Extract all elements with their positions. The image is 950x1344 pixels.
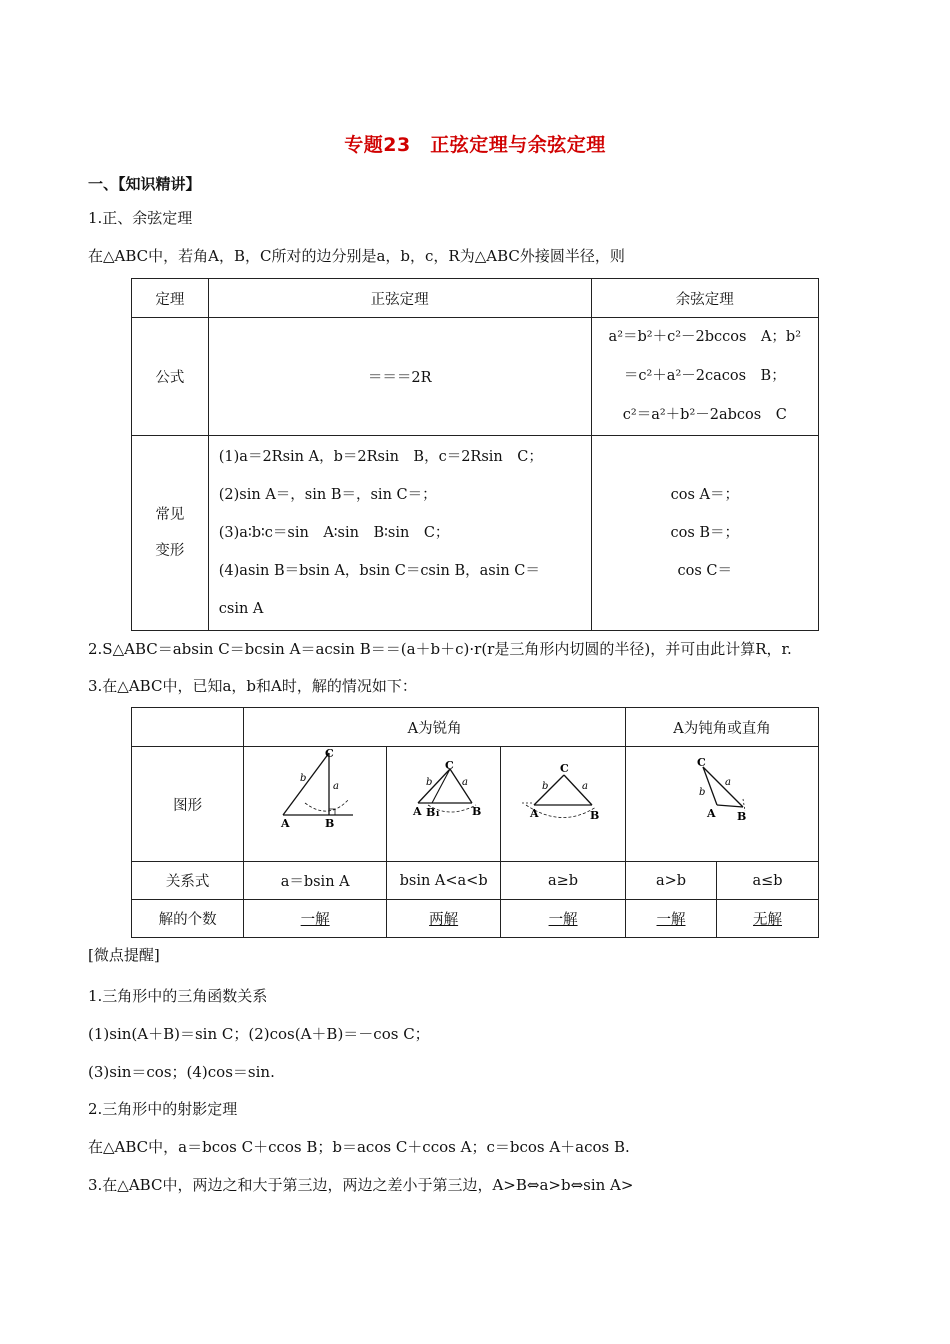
label-b: b — [542, 781, 549, 792]
header-theorem: 定理 — [132, 279, 209, 318]
label-a: a — [582, 781, 589, 792]
label-A: A — [530, 807, 539, 820]
label-A: A — [707, 807, 716, 820]
label-a: a — [333, 781, 340, 792]
row-figure-label: 图形 — [132, 747, 244, 862]
row-variants-label — [132, 436, 209, 631]
tip-2-heading: 2.三角形中的射影定理 — [88, 1100, 238, 1118]
relation-cell: a≤b — [717, 862, 819, 900]
label-C: C — [560, 762, 569, 775]
count-cell: 一解 — [244, 900, 387, 938]
label-b: b — [425, 777, 433, 788]
cosine-formulas — [591, 318, 818, 436]
triangle-figure-3 — [502, 747, 624, 857]
relation-cell: bsin A<a<b — [387, 862, 501, 900]
sine-variant-line: csin A — [218, 601, 264, 617]
label-B: B — [590, 809, 600, 822]
count-cell: 两解 — [387, 900, 501, 938]
figure-one-solution-right — [244, 747, 387, 862]
item-1-heading: 1.正、余弦定理 — [88, 209, 193, 227]
sine-variant-line: (4)asin B＝bsin A，bsin C＝csin B，asin C＝ — [218, 563, 540, 579]
label-C: C — [325, 747, 334, 760]
item-3-text: 3.在△ABC中，已知a，b和A时，解的情况如下： — [88, 677, 417, 695]
page-title: 专题23 正弦定理与余弦定理 — [344, 134, 606, 156]
header-obtuse: A为钝角或直角 — [626, 708, 819, 747]
tip-1-line-2: (3)sin＝cos；(4)cos＝sin. — [88, 1063, 275, 1081]
count-cell: 一解 — [626, 900, 717, 938]
tip-2-line: 在△ABC中，a＝bcos C＋ccos B；b＝acos C＋ccos A；c＝bcos A＋acos B. — [88, 1138, 630, 1156]
count-cell: 一解 — [501, 900, 626, 938]
cosine-formula-line: c²＝a²＋b²－2abcos C — [622, 407, 787, 423]
label-b: b — [300, 773, 307, 784]
relation-cell: a＝bsin A — [244, 862, 387, 900]
cosine-variants — [591, 436, 818, 631]
cosine-formula-line: ＝c²＋a²－2cacos B； — [623, 368, 786, 384]
label-a: a — [725, 777, 731, 788]
header-sine: 正弦定理 — [208, 279, 591, 318]
row-count-label: 解的个数 — [132, 900, 244, 938]
cosine-variant-line: cos C＝ — [677, 563, 733, 579]
solution-cases-table — [131, 707, 819, 938]
cosine-variant-line: cos B＝； — [670, 525, 740, 541]
label-b: b — [699, 787, 706, 798]
theorem-table — [131, 278, 819, 631]
variants-label-line: 变形 — [155, 543, 185, 559]
label-C: C — [697, 756, 706, 769]
figure-obtuse — [626, 747, 819, 862]
label-A: A — [412, 805, 422, 818]
tip-1-heading: 1.三角形中的三角函数关系 — [88, 987, 268, 1005]
label-a: a — [461, 777, 468, 788]
variants-label-line: 常见 — [155, 507, 185, 523]
item-2-text: 2.S△ABC＝absin C＝bcsin A＝acsin B＝＝(a＋b＋c)·r(r是三角形内切圆的半径)，并可由此计算R，r. — [88, 640, 792, 658]
label-A: A — [281, 817, 290, 830]
label-B: B — [471, 805, 481, 818]
cosine-formula-line: a²＝b²＋c²－2bccos A；b² — [608, 329, 802, 345]
figure-two-solutions — [387, 747, 501, 862]
relation-cell: a≥b — [501, 862, 626, 900]
sine-variant-line: (2)sin A＝，sin B＝，sin C＝； — [218, 487, 437, 503]
section-heading: 一、【知识精讲】 — [88, 175, 201, 193]
row-relation-label: 关系式 — [132, 862, 244, 900]
sine-variants — [208, 436, 591, 631]
triangle-figure-4 — [627, 747, 817, 857]
corner-cell — [132, 708, 244, 747]
sine-variant-line: (3)a∶b∶c＝sin A∶sin B∶sin C； — [218, 525, 450, 541]
label-C: C — [444, 759, 454, 772]
sine-variant-line: (1)a＝2Rsin A，b＝2Rsin B，c＝2Rsin C； — [218, 449, 543, 465]
figure-one-solution-ageb — [501, 747, 626, 862]
relation-cell: a>b — [626, 862, 717, 900]
tip-3-line: 3.在△ABC中，两边之和大于第三边，两边之差小于第三边，A>B⇔a>b⇔sin A> — [88, 1176, 634, 1194]
row-formula-label: 公式 — [132, 318, 209, 436]
label-B: B — [737, 810, 747, 823]
tip-1-line-1: (1)sin(A＋B)＝sin C；(2)cos(A＋B)＝－cos C； — [88, 1025, 430, 1043]
cosine-variant-line: cos A＝； — [670, 487, 739, 503]
triangle-figure-2 — [388, 747, 500, 857]
sine-formula: ＝＝＝2R — [208, 318, 591, 436]
header-cosine: 余弦定理 — [591, 279, 818, 318]
label-B1: B₁ — [425, 806, 440, 819]
triangle-figure-1 — [245, 747, 385, 857]
tips-header: [微点提醒] — [88, 946, 160, 964]
header-acute: A为锐角 — [244, 708, 626, 747]
intro-text: 在△ABC中，若角A，B，C所对的边分别是a，b，c，R为△ABC外接圆半径，则 — [88, 247, 625, 265]
label-B: B — [325, 817, 335, 830]
count-cell: 无解 — [717, 900, 819, 938]
